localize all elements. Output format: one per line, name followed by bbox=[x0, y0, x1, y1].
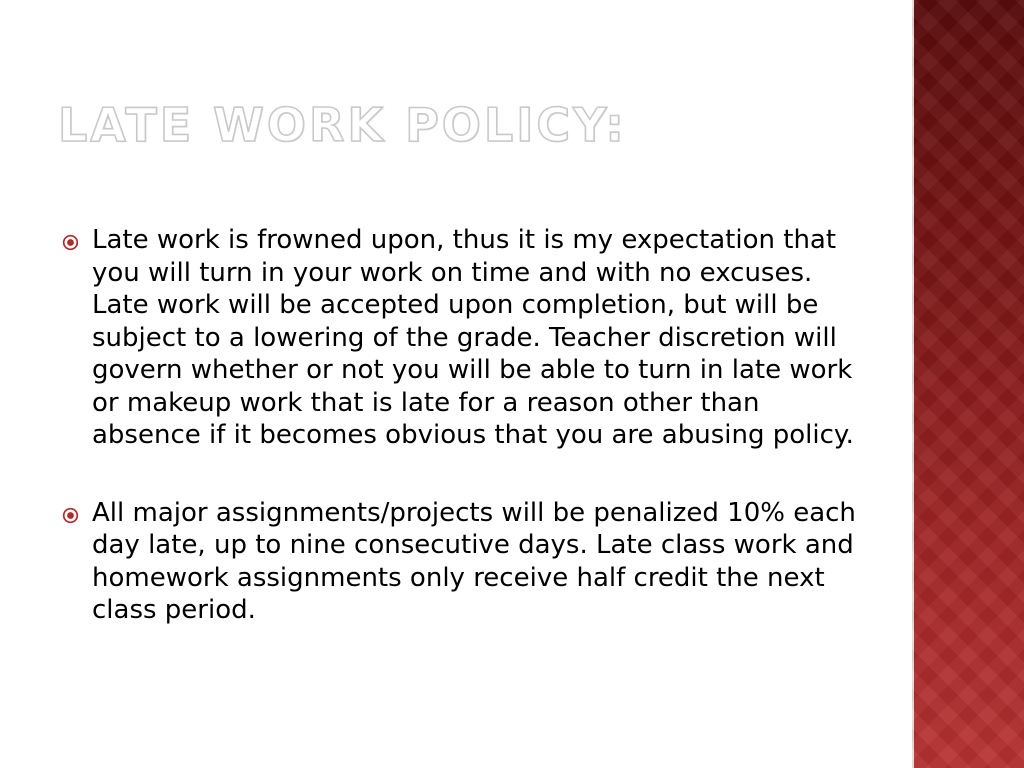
radio-bullet-icon bbox=[62, 507, 79, 524]
bullet-item bbox=[60, 224, 860, 452]
decorative-side-band bbox=[912, 0, 1024, 768]
bullet-text: Late work is frowned upon, thus it is my expectation that you will turn in your work on time and with no excuses. Late work will be accepted upon completion, but will be subject to a lowering of the grade. Teacher discretion will govern whether or not you will be able to turn in late work or makeup work that is late for a reason other than absence if it becomes obvious that you are abusing policy. bbox=[92, 225, 854, 450]
radio-bullet-icon bbox=[62, 234, 79, 251]
bullet-text: All major assignments/projects will be penalized 10% each day late, up to nine consecutive days. Late class work and homework assignments only receive half credit the next class period. bbox=[92, 497, 856, 625]
slide-title: LATE WORK POLICY: bbox=[58, 98, 627, 152]
bullet-list bbox=[60, 224, 860, 672]
bullet-item bbox=[60, 497, 860, 627]
